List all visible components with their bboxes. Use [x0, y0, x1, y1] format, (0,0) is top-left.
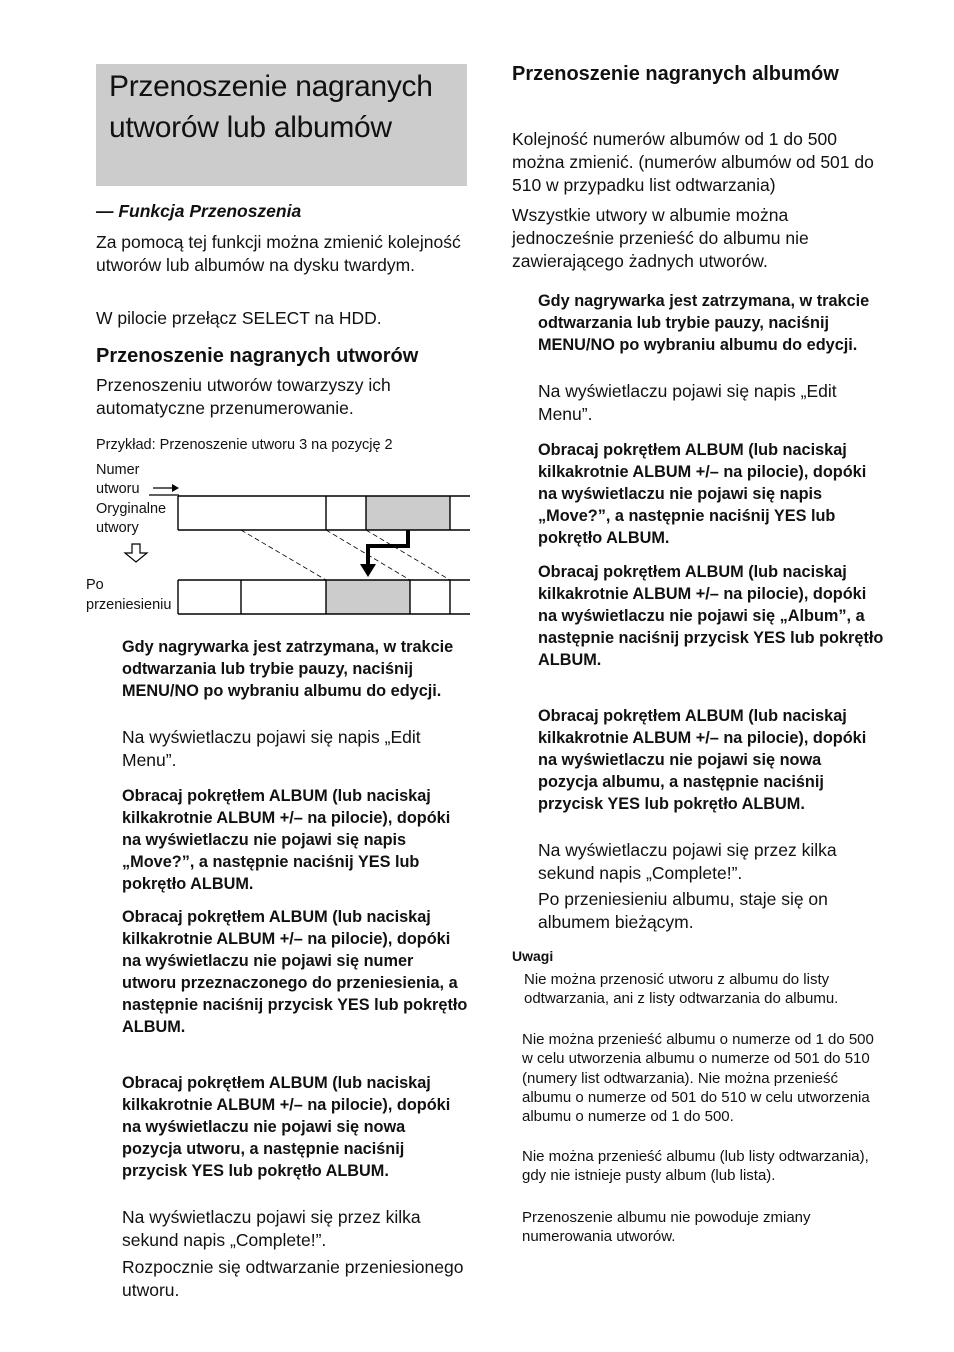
- label-utwory: utwory: [96, 520, 139, 536]
- tracks-step-1: Gdy nagrywarka jest zatrzymana, w trakcie odtwarzania lub trybie pauzy, naciśnij MENU/NO po wybraniu albumu do edycji.: [122, 638, 454, 700]
- tracks-step-4: Obracaj pokrętłem ALBUM (lub naciskaj kilkakrotnie ALBUM +/– na pilocie), dopóki na wyświetlaczu nie pojawi się nowa pozycja utworu, a następnie naciśnij przycisk YES lub pokrętło ALBUM.: [122, 1074, 451, 1180]
- tracks-intro: Przenoszeniu utworów towarzyszy ich automatyczne przenumerowanie.: [96, 375, 391, 418]
- pointer-arrowhead: [172, 484, 179, 492]
- albums-step-1-note: Na wyświetlaczu pojawi się napis „Edit Menu”.: [538, 381, 837, 424]
- move-arrowhead: [360, 564, 376, 577]
- albums-step-4-note-2: Po przeniesieniu albumu, staje się on albumem bieżącym.: [538, 889, 828, 932]
- notes-heading: Uwagi: [512, 948, 554, 964]
- label-utworu: utworu: [96, 481, 140, 497]
- example-caption: Przykład: Przenoszenie utworu 3 na pozycję 2: [96, 437, 393, 453]
- moved-track-original: [366, 496, 450, 530]
- page-title-box: [96, 64, 467, 186]
- intro-paragraph: Za pomocą tej funkcji można zmienić kolejność utworów lub albumów na dysku twardym.: [96, 232, 461, 275]
- albums-step-4-note-1: Na wyświetlaczu pojawi się przez kilka sekund napis „Complete!”.: [538, 840, 837, 883]
- tracks-step-4-note-2: Rozpocznie się odtwarzanie przeniesionego utworu.: [122, 1257, 464, 1300]
- tracks-step-3: Obracaj pokrętłem ALBUM (lub naciskaj kilkakrotnie ALBUM +/– na pilocie), dopóki na wyświetlaczu nie pojawi się numer utworu przeznaczonego do przeniesienia, a następnie naciśnij przycisk YES lub pokrętło ALBUM.: [122, 908, 468, 1036]
- intro-select-hdd: W pilocie przełącz SELECT na HDD.: [96, 308, 382, 328]
- albums-step-3: Obracaj pokrętłem ALBUM (lub naciskaj kilkakrotnie ALBUM +/– na pilocie), dopóki na wyświetlaczu nie pojawi się „Album”, a następnie naciśnij przycisk YES lub pokrętło ALBUM.: [538, 563, 884, 669]
- note-item-3: Nie można przenieść albumu (lub listy odtwarzania), gdy nie istnieje pusty album (lub lista).: [522, 1148, 869, 1185]
- albums-heading: Przenoszenie nagranych albumów: [512, 63, 839, 85]
- label-po: Po: [86, 577, 104, 593]
- page-title: Przenoszenie nagranych utworów lub albumów: [109, 70, 433, 144]
- note-item-2: Nie można przenieść albumu o numerze od 1 do 500 w celu utworzenia albumu o numerze od 501 do 510 (numery list odtwarzania). Nie można przenieść albumu o numerze od 501 do 510 w celu utworzenia albumu o numerze od 1 do 500.: [522, 1031, 874, 1126]
- moved-track-new: [326, 580, 410, 614]
- albums-intro-1: Kolejność numerów albumów od 1 do 500 można zmienić. (numerów albumów od 501 do 510 w przypadku list odtwarzania): [512, 129, 874, 195]
- note-item-4: Przenoszenie albumu nie powoduje zmiany numerowania utworów.: [522, 1209, 811, 1246]
- tracks-heading: Przenoszenie nagranych utworów: [96, 345, 419, 367]
- label-numer: Numer: [96, 462, 140, 478]
- albums-intro-2: Wszystkie utwory w albumie można jednocześnie przenieść do albumu nie zawierającego żadnych utworów.: [512, 205, 809, 271]
- move-arrow: [368, 530, 408, 566]
- tracks-step-4-note-1: Na wyświetlaczu pojawi się przez kilka sekund napis „Complete!”.: [122, 1207, 421, 1250]
- albums-step-1: Gdy nagrywarka jest zatrzymana, w trakcie odtwarzania lub trybie pauzy, naciśnij MENU/NO po wybraniu albumu do edycji.: [538, 292, 870, 354]
- tracks-step-1-note: Na wyświetlaczu pojawi się napis „Edit Menu”.: [122, 727, 421, 770]
- tracks-step-2: Obracaj pokrętłem ALBUM (lub naciskaj kilkakrotnie ALBUM +/– na pilocie), dopóki na wyświetlaczu nie pojawi się napis „Move?”, a następnie naciśnij YES lub pokrętło ALBUM.: [122, 787, 451, 893]
- albums-step-2: Obracaj pokrętłem ALBUM (lub naciskaj kilkakrotnie ALBUM +/– na pilocie), dopóki na wyświetlaczu nie pojawi się napis „Move?”, a następnie naciśnij YES lub pokrętło ALBUM.: [538, 441, 867, 547]
- move-track-diagram: [86, 458, 470, 616]
- label-oryginalne: Oryginalne: [96, 501, 167, 517]
- subtitle: — Funkcja Przenoszenia: [96, 201, 302, 221]
- label-przeniesieniu: przeniesieniu: [86, 597, 172, 613]
- note-item-1: Nie można przenosić utworu z albumu do listy odtwarzania, ani z listy odtwarzania do albumu.: [524, 971, 839, 1008]
- albums-step-4: Obracaj pokrętłem ALBUM (lub naciskaj kilkakrotnie ALBUM +/– na pilocie), dopóki na wyświetlaczu nie pojawi się nowa pozycja albumu, a następnie naciśnij przycisk YES lub pokrętło ALBUM.: [538, 707, 867, 813]
- down-arrow-icon: [125, 544, 147, 562]
- diagram-graphic: [86, 458, 470, 616]
